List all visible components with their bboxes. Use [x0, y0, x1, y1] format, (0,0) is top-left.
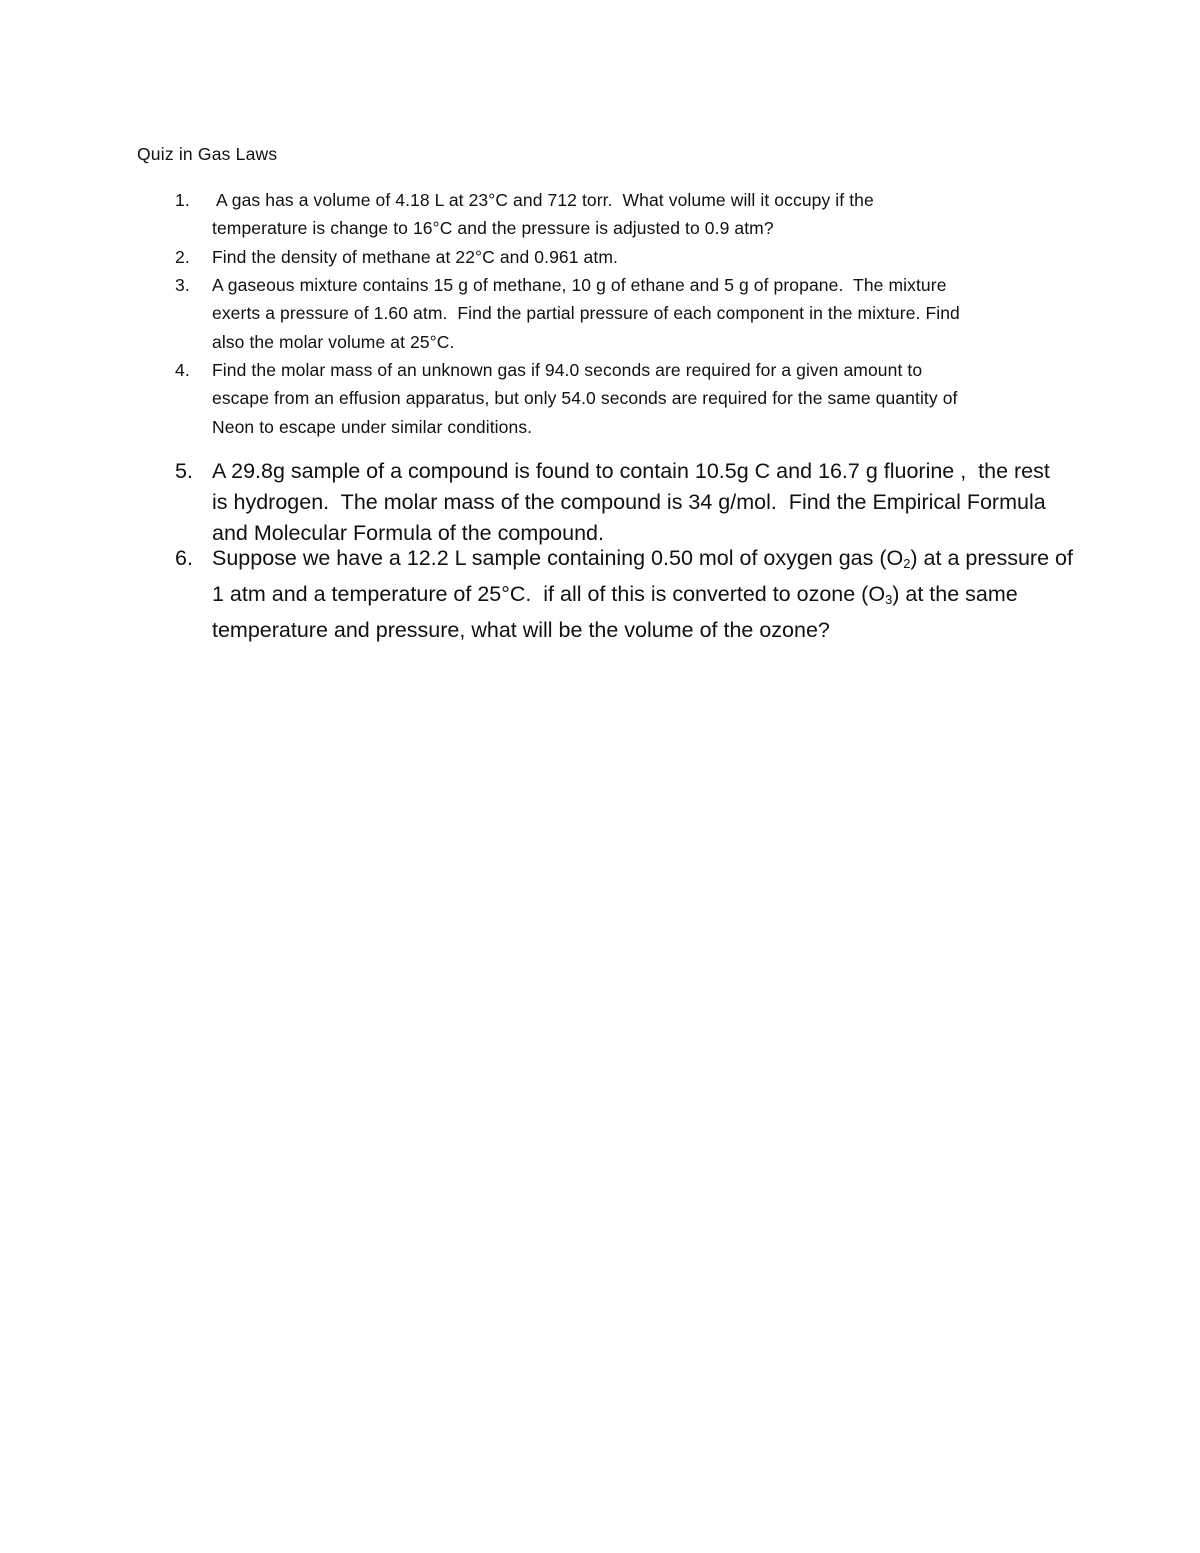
question-text-line: exerts a pressure of 1.60 atm. Find the partial pressure of each component in the mixture. Find — [212, 303, 960, 324]
question-5 — [175, 456, 1075, 549]
question-text-line: A gas has a volume of 4.18 L at 23°C and 712 torr. What volume will it occupy if the — [212, 190, 874, 210]
question-6 — [175, 543, 1075, 646]
question-number: 2. — [175, 247, 190, 267]
line-text: ) at a pressure of — [910, 546, 1073, 570]
question-text-line: A 29.8g sample of a compound is found to contain 10.5g C and 16.7 g fluorine , the rest — [212, 459, 1050, 483]
question-2 — [175, 243, 1075, 271]
line-text: ) at the same — [892, 582, 1018, 607]
question-number: 5. — [175, 459, 193, 483]
question-3 — [175, 271, 1075, 356]
question-1 — [175, 186, 1075, 243]
line-text: Suppose we have a 12.2 L sample containing 0.50 mol of oxygen gas (O — [212, 546, 904, 570]
question-text-line — [212, 579, 1075, 615]
question-text-line: temperature is change to 16°C and the pressure is adjusted to 0.9 atm? — [212, 218, 774, 239]
question-text-line: temperature and pressure, what will be the volume of the ozone? — [212, 618, 830, 643]
question-4 — [175, 356, 1075, 441]
question-text-line: escape from an effusion apparatus, but only 54.0 seconds are required for the same quantity of — [212, 388, 958, 409]
question-number: 6. — [175, 546, 193, 570]
question-text-line: A gaseous mixture contains 15 g of methane, 10 g of ethane and 5 g of propane. The mixture — [212, 275, 947, 295]
question-text-line: Find the molar mass of an unknown gas if 94.0 seconds are required for a given amount to — [212, 360, 923, 380]
question-text-line: Neon to escape under similar conditions. — [212, 416, 533, 437]
question-text-line: also the molar volume at 25°C. — [212, 331, 455, 352]
question-number: 4. — [175, 360, 190, 380]
quiz-title: Quiz in Gas Laws — [137, 144, 278, 164]
question-text-line — [212, 543, 1075, 579]
question-text-line: Find the density of methane at 22°C and 0.961 atm. — [212, 247, 618, 267]
question-text-line: and Molecular Formula of the compound. — [212, 521, 604, 545]
subscript: 2 — [903, 556, 911, 572]
question-text-line: is hydrogen. The molar mass of the compound is 34 g/mol. Find the Empirical Formula — [212, 490, 1046, 514]
line-text: 1 atm and a temperature of 25°C. if all of this is converted to ozone (O — [212, 582, 886, 607]
subscript: 3 — [885, 592, 893, 608]
question-number: 3. — [175, 275, 190, 295]
question-number: 1. — [175, 190, 190, 210]
